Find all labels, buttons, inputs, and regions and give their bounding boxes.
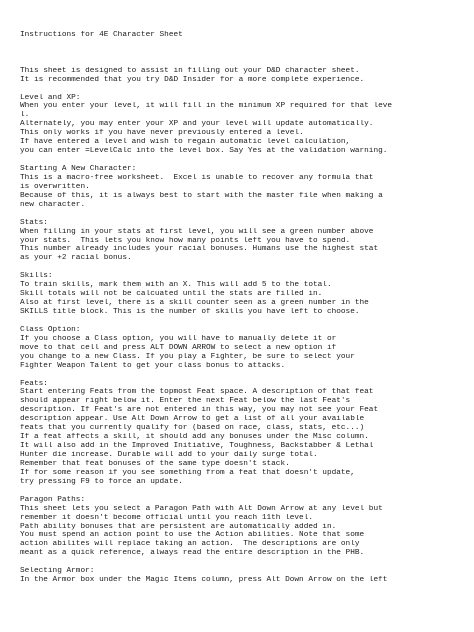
text-line: To train skills, mark them with an X. This will add 5 to the total. [20, 281, 332, 290]
section [20, 487, 466, 559]
text-line: This is a macro-free worksheet. Excel is unable to recover any formula that [20, 173, 374, 182]
section [20, 85, 466, 157]
text-line: Skill totals will not be calcuated until the stats are filled in. [20, 290, 323, 299]
text-line: If for some reason if you see something from a feat that doesn't update, [20, 468, 355, 477]
text-line: action abilites will replace taking an action. The descriptions are only [20, 540, 360, 549]
section-heading: Stats: [20, 218, 48, 227]
text-line: remember it doesn't become official until you reach 11th level. [20, 513, 313, 522]
text-line: try pressing F9 to force an update. [20, 477, 183, 486]
text-line: description. If Feat's are not entered in this way, you may not see your Feat [20, 406, 379, 415]
section [20, 558, 466, 585]
blank-line [20, 85, 466, 94]
text-line: Alternately, you may enter your XP and your level will update automatically. [20, 120, 374, 129]
text-line: You must spend an action point to use the Action abilities. Note that some [20, 531, 365, 540]
section [20, 371, 466, 487]
section-heading: Paragon Paths: [20, 495, 86, 504]
section [20, 317, 466, 371]
text-line: In the Armor box under the Magic Items column, press Alt Down Arrow on the left [20, 576, 388, 585]
blank-line [20, 58, 466, 67]
text-line: This sheet lets you select a Paragon Path with Alt Down Arrow at any level but [20, 504, 383, 513]
text-line: This number already includes your racial bonuses. Humans use the highest stat [20, 245, 379, 254]
text-line: you change to a new Class. If you play a Fighter, be sure to select your [20, 352, 355, 361]
text-line: When filling in your stats at first level, you will see a green number above [20, 227, 374, 236]
text-line: should appear right below it. Enter the next Feat below the last Feat's [20, 397, 351, 406]
blank-line [20, 317, 466, 326]
text-line: Remember that feat bonuses of the same type doesn't stack. [20, 459, 290, 468]
text-line: Path ability bonuses that are persistent are automatically added in. [20, 522, 337, 531]
document-title: Instructions for 4E Character Sheet [20, 30, 183, 39]
text-line: Start entering Feats from the topmost Feat space. A description of that feat [20, 388, 374, 397]
section-heading: Feats: [20, 379, 48, 388]
section-heading: Class Option: [20, 325, 81, 334]
text-line: your stats. This lets you know how many points left you have to spend. [20, 236, 351, 245]
text-line: description appear. Use Alt Down Arrow to get a list of all your available [20, 415, 365, 424]
text-line: is overwritten. [20, 182, 90, 191]
text-line: you can enter =LevelCalc into the level box. Say Yes at the validation warning. [20, 147, 388, 156]
section [20, 263, 466, 317]
section-heading: Skills: [20, 272, 53, 281]
document-body [20, 58, 466, 585]
blank-line [20, 210, 466, 219]
blank-line [20, 371, 466, 380]
text-line: When you enter your level, it will fill in the minimum XP required for that leve [20, 102, 393, 111]
blank-line [20, 156, 466, 165]
blank-line [20, 487, 466, 496]
text-line: move to that cell and press ALT DOWN ARROW to select a new option if [20, 343, 337, 352]
text-line: Fighter Weapon Talent to get your class bonus to attacks. [20, 361, 286, 370]
text-line: If have entered a level and wish to regain automatic level calculation, [20, 138, 351, 147]
text-line: Also at first level, there is a skill counter seen as a green number in the [20, 299, 369, 308]
text-line: This sheet is designed to assist in filling out your D&D character sheet. [20, 66, 360, 75]
section [20, 156, 466, 210]
text-line: Hunter die increase. Durable will add to your daily surge total. [20, 451, 318, 459]
text-line: SKILLS title block. This is the number of skills you have left to choose. [20, 308, 360, 316]
text-line: It is recommended that you try D&D Insider for a more complete experience. [20, 75, 365, 84]
section-heading: Level and XP: [20, 93, 81, 102]
text-line: new character. [20, 200, 86, 209]
text-line: l. [20, 111, 30, 120]
text-line: This only works if you have never previously entered a level. [20, 129, 304, 138]
text-line: It will also add in the Improved Initiative, Toughness, Backstabber & Lethal [20, 442, 374, 451]
text-line: If you choose a Class option, you will have to manually delete it or [20, 334, 337, 343]
text-line: feats that you currently qualify for (based on race, class, stats, etc...) [20, 424, 365, 433]
text-line: Because of this, it is always best to start with the master file when making a [20, 191, 383, 200]
blank-line [20, 558, 466, 567]
text-line: If a feat affects a skill, it should add any bonuses under the Misc column. [20, 433, 369, 442]
section-heading: Starting A New Character: [20, 165, 137, 173]
text-line: as your +2 racial bonus. [20, 254, 132, 263]
section [20, 58, 466, 85]
section-heading: Selecting Armor: [20, 567, 95, 576]
section [20, 210, 466, 264]
blank-line [20, 263, 466, 272]
text-line: meant as a quick reference, always read the entire description in the PHB. [20, 549, 365, 558]
